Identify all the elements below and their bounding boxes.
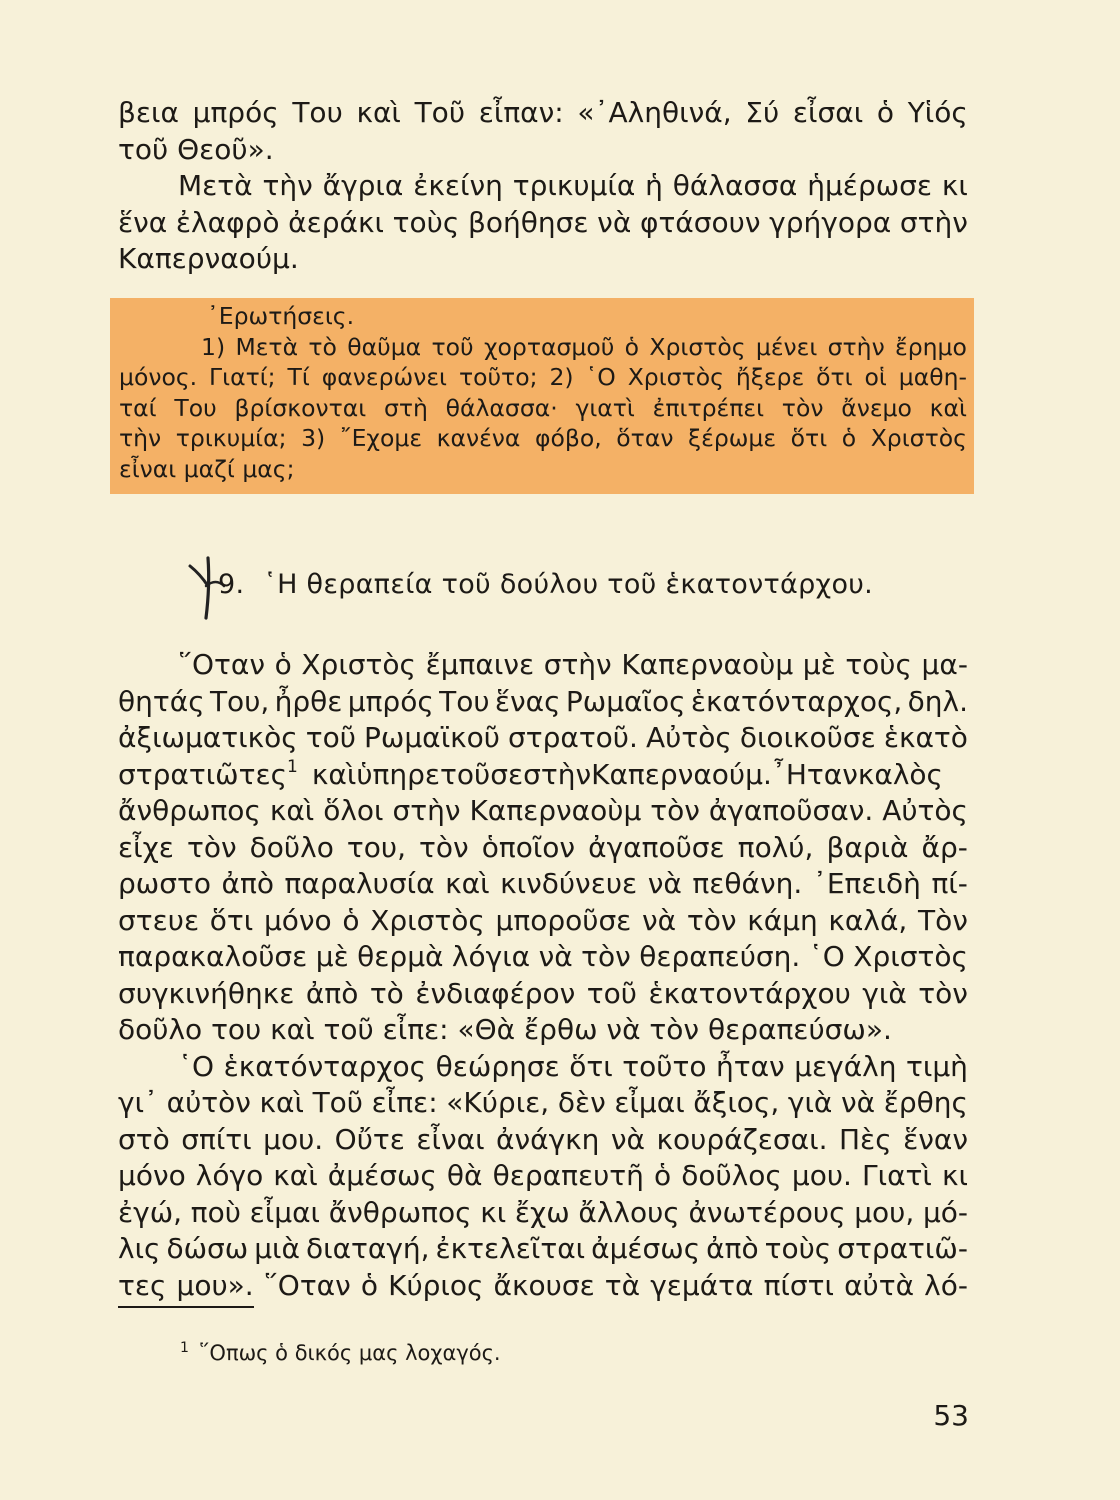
question-line [119, 332, 967, 363]
word: τὸν [186, 830, 237, 864]
word: Γιατί; [209, 363, 276, 392]
word: ποὺ [190, 1195, 241, 1229]
word: γρήγορα [769, 205, 892, 239]
word: κινδύνευε [500, 867, 638, 900]
text-line [118, 1049, 968, 1086]
text-line [118, 647, 968, 684]
word: Πὲς [839, 1122, 892, 1156]
word: Σύ [745, 96, 780, 129]
text-line [118, 205, 968, 242]
word: ἄνεμο [841, 393, 912, 422]
word: θεώρησε [435, 1049, 560, 1083]
page-number: 53 [933, 1399, 969, 1432]
word: θαῦμα [347, 332, 422, 361]
text-line: δοῦλο του καὶ τοῦ εἶπε: «Θὰ ἔρθω νὰ τὸν θεραπεύσω». [118, 1013, 892, 1046]
word: ἐκτελεῖται [435, 1232, 586, 1265]
word: καὶ [273, 1159, 318, 1192]
word: τὸ [308, 332, 337, 361]
word: γιατὶ [575, 393, 635, 422]
word: θεραπευτῆ [492, 1159, 644, 1192]
word: ἡ [645, 169, 663, 202]
word: νὰ [597, 205, 632, 239]
word: ἀπὸ [706, 1232, 759, 1265]
word: τὰ [604, 1268, 641, 1302]
word: ἀπὸ [221, 867, 274, 900]
word: πολύ, [737, 830, 814, 864]
word: κι [480, 1195, 507, 1229]
question-line: εἶναι μαζί μας; [119, 454, 295, 483]
word: δηλ. [907, 684, 968, 718]
word: τοῦτο [622, 1049, 707, 1083]
word: εἶχε [118, 830, 174, 864]
word: δοῦλος [681, 1159, 782, 1192]
word: ἀμέσως [591, 1232, 701, 1265]
text-line [118, 793, 968, 830]
word: δοῦλο [249, 830, 334, 864]
word: ξέρωμε [688, 424, 777, 453]
word: στὸ [118, 1122, 170, 1156]
word: λόγο [195, 1159, 264, 1192]
word: συγκινήθηκε [118, 976, 295, 1010]
text-line [118, 939, 968, 976]
word: ἐπιτρέπει [652, 393, 765, 422]
footnote-anchor-word: στρατιῶτες [118, 757, 288, 791]
word: κι [941, 169, 968, 202]
word: στρατοῦ. [507, 721, 638, 754]
word: ἔμπαινε [425, 648, 535, 681]
word: καὶ [929, 393, 967, 422]
word: τοὺς [392, 205, 460, 239]
word: λις [118, 1232, 161, 1265]
word: ῾Ο [808, 940, 845, 973]
word: σπίτι [181, 1122, 252, 1156]
word: φανερώνει [321, 363, 447, 392]
word: ῾Ο [585, 363, 616, 392]
word: πίστι [763, 1268, 834, 1302]
word: λό- [924, 1268, 968, 1302]
word: στὴν [543, 648, 612, 681]
word: Καπερναοὺμ [469, 794, 642, 827]
word: ἀγαποῦσαν. [708, 794, 874, 827]
word: ἑκατοντάρχου [648, 976, 851, 1010]
word: νὰ [840, 1086, 876, 1119]
word: ῾Ο [178, 1049, 215, 1083]
word: Καπερναοὺμ [621, 648, 794, 681]
word: θάλασσα [672, 169, 798, 202]
word: ἔχω [514, 1195, 570, 1229]
word: ἡμέρωσε [807, 169, 933, 202]
word: μιὰ [254, 1232, 300, 1265]
word: ἀνάγκη [496, 1122, 600, 1156]
word: θὰ [446, 1159, 483, 1192]
word: εἶπε: [371, 1086, 438, 1119]
word: μπρός [192, 96, 279, 129]
word: γιὰ [862, 976, 907, 1010]
word: Μετὰ [178, 169, 253, 202]
word: χορτασμοῦ [483, 332, 615, 361]
word: τὸν [419, 830, 469, 864]
word: Χριστὸς [301, 648, 416, 681]
text-line [118, 1268, 968, 1305]
word: ἄγρια [322, 169, 404, 202]
word: τρικυμία; [175, 424, 287, 453]
word: μόνος. [119, 363, 198, 392]
word: φόβο, [534, 424, 602, 453]
word: ὅταν [616, 424, 674, 453]
word: ὅτι [816, 363, 853, 392]
word: τὸν [650, 794, 700, 827]
word: τρικυμία [512, 169, 636, 202]
word: διοικοῦσε [739, 721, 876, 754]
word: κι [941, 1159, 968, 1192]
word: μόνο [263, 903, 332, 937]
word: παρακαλοῦσε [118, 940, 308, 973]
word: νὰ [538, 940, 573, 973]
word: τοῦ [431, 332, 474, 361]
word: μόνο [118, 1159, 186, 1192]
word: ἄξιος, [693, 1086, 780, 1119]
text-line: Καπερναούμ. [118, 242, 299, 275]
word: θεραπεύση. [639, 940, 801, 973]
word: Χριστὸς [853, 940, 968, 973]
word: ἀπὸ [305, 976, 359, 1010]
word: μό- [922, 1195, 968, 1229]
word: ἄλλους [578, 1195, 680, 1229]
word: μου. [791, 1159, 852, 1192]
word: πί- [931, 867, 968, 900]
section-heading [218, 565, 958, 605]
word: ὅτι [209, 903, 254, 937]
word: αὐτὰ [844, 1268, 915, 1302]
word: μὲ [315, 940, 349, 973]
word: Χριστὸς [627, 363, 724, 392]
word: τὴν [262, 169, 313, 202]
word: ῏Ηταν [771, 757, 858, 791]
word: κάμη [747, 903, 818, 937]
word: Του [292, 96, 343, 129]
word: Τοῦ [414, 96, 466, 129]
word: κουράζεσαι. [656, 1122, 828, 1156]
text-line [118, 830, 968, 867]
word: φτάσουν [639, 205, 761, 239]
word: ἄκουσε [493, 1268, 595, 1302]
word: Γιατὶ [862, 1159, 932, 1192]
word: καὶ [269, 794, 315, 827]
word: ἀεράκι [288, 205, 384, 239]
word: πεθάνη. [692, 867, 803, 900]
word: νὰ [642, 903, 677, 937]
footnote-text: ῞Οπως ὁ δικός μας λοχαγός. [198, 1341, 501, 1365]
footnote-marker[interactable]: 1 [287, 756, 298, 777]
word: στὴν [827, 332, 885, 361]
word: τὸν [918, 976, 968, 1010]
word: Μετὰ [235, 332, 299, 361]
text-line-rest [312, 757, 968, 794]
word: βεια [118, 96, 179, 129]
word: ὁ [653, 1159, 672, 1192]
word: μὲ [802, 648, 836, 681]
word: καὶ [311, 757, 357, 791]
word: μα- [921, 648, 968, 681]
word: ὁ [841, 424, 857, 453]
word: ἐκείνη [413, 169, 503, 202]
word: Καπερναούμ. [591, 757, 772, 791]
word: λόγια [451, 940, 531, 973]
word: βοήθησε [467, 205, 589, 239]
question-line [119, 362, 967, 393]
word: στὴ [383, 393, 428, 422]
questions-box [110, 298, 974, 494]
word: ῞Οταν [263, 1268, 351, 1302]
word: καλὸς [857, 757, 943, 791]
questions-title: ᾿Ερωτήσεις. [207, 302, 355, 330]
word: καλά, [828, 903, 908, 937]
word: τοὺς [764, 1232, 832, 1265]
word: ἕνας [494, 684, 561, 718]
word: τὸ [369, 976, 404, 1010]
word: εἶναι [416, 1122, 485, 1156]
text-line [118, 95, 968, 132]
word: ὁ [360, 1268, 378, 1302]
word: ἦταν [715, 1049, 785, 1083]
word: Του [174, 393, 217, 422]
word: διαταγή, [305, 1232, 430, 1265]
word: τὸν [781, 393, 824, 422]
word: κανένα [436, 424, 521, 453]
word: γιὰ [787, 1086, 833, 1119]
word: καὶ [259, 1086, 304, 1119]
word: ὁ [342, 903, 360, 937]
text-line [118, 903, 968, 940]
word: Χριστὸς [870, 424, 967, 453]
word: γι᾿ [118, 1086, 159, 1119]
word: στὴν [899, 205, 968, 239]
word: 2) [549, 363, 574, 392]
word: θερμὰ [357, 940, 444, 973]
word: καὶ [356, 96, 401, 129]
word: στρατιῶ- [837, 1232, 968, 1265]
text-line [118, 976, 968, 1013]
text-line [118, 1231, 968, 1268]
word: τοῦτο; [458, 363, 538, 392]
text-line [118, 1158, 968, 1195]
word: Κύριος [388, 1268, 484, 1302]
word: ἤξερε [735, 363, 805, 392]
word: νὰ [610, 1122, 646, 1156]
word: γεμάτα [650, 1268, 754, 1302]
word: μου, [854, 1195, 915, 1229]
text-line [118, 720, 968, 757]
word: βρίσκονται [234, 393, 367, 422]
word: νὰ [647, 867, 682, 900]
section-title: ῾Η θεραπεία τοῦ δούλου τοῦ ἑκατοντάρχου. [263, 569, 874, 600]
word: τὸν [581, 940, 631, 973]
word: Ρωμαῖος [565, 684, 686, 718]
top-paragraph [118, 95, 968, 278]
word: Τί [287, 363, 310, 392]
word: δώσω [166, 1232, 249, 1265]
text-line [118, 684, 968, 721]
word: Αὐτὸς [645, 721, 732, 754]
text-line [118, 168, 968, 205]
word: θάλασσα· [445, 393, 558, 422]
word: ῞Οταν [178, 648, 265, 681]
word: τὴν [119, 424, 162, 453]
word: ἔρθης [883, 1086, 968, 1119]
word: Χριστὸς [370, 903, 485, 937]
word: βαριὰ [826, 830, 909, 864]
word: ἀμέσως [327, 1159, 437, 1192]
word: ἑκατὸ [883, 721, 968, 754]
body-text [118, 647, 968, 1304]
word: μένει [755, 332, 818, 361]
word: ᾿Επειδὴ [812, 867, 921, 900]
word: του, [346, 830, 406, 864]
word: ὅτι [790, 424, 828, 453]
word: ἑκατόνταρχος, [690, 684, 903, 718]
word: ὅλοι [323, 794, 384, 827]
word: Τὸν [918, 903, 968, 937]
word: Του, [209, 684, 270, 718]
word: ὁ [876, 96, 895, 129]
word: Του [439, 684, 490, 718]
word: ἄνθρωπος [328, 1195, 472, 1229]
word: εἶμαι [614, 1086, 685, 1119]
word: μποροῦσε [495, 903, 632, 937]
word: ἐλαφρὸ [175, 205, 280, 239]
text-line [118, 1195, 968, 1232]
word: Υἱός [907, 96, 968, 129]
word: εἶπαν: [478, 96, 564, 129]
word: οἱ [864, 363, 887, 392]
word: ἕναν [903, 1122, 968, 1156]
word: μου». [176, 1268, 254, 1302]
word: ρωστο [118, 867, 211, 900]
question-line [119, 423, 967, 454]
word: ἀξιωματικὸς [118, 721, 298, 754]
word: στὴν [392, 794, 461, 827]
text-line: τοῦ Θεοῦ». [118, 132, 274, 166]
word: ὁποῖον [481, 830, 576, 864]
word: ὁ [624, 332, 640, 361]
word: ῎Εχομε [339, 424, 423, 453]
word: Αὐτὸς [882, 794, 968, 827]
word: στὴν [523, 757, 592, 791]
section-number: 9. [218, 569, 245, 600]
word: στευε [118, 903, 200, 937]
word: τὸν [686, 903, 737, 937]
word: ἐνδιαφέρον [415, 976, 576, 1010]
word: καὶ [445, 867, 490, 900]
text-line [118, 757, 968, 794]
word: ἑκατόνταρχος [223, 1049, 427, 1083]
word: 1) [201, 332, 226, 361]
word: 3) [301, 424, 326, 453]
word: ἕνα [118, 205, 168, 239]
word: τιμὴ [906, 1049, 968, 1083]
word: εἶσαι [792, 96, 864, 129]
word: Ρωμαϊκοῦ [364, 721, 500, 754]
word: ἀνωτέρους [688, 1195, 846, 1229]
word: ἄνθρωπος [118, 794, 261, 827]
word: παραλυσία [284, 867, 435, 900]
word: δὲν [557, 1086, 606, 1119]
word: «᾿Αληθινά, [577, 96, 732, 129]
word: Τοῦ [312, 1086, 363, 1119]
word: ταί [119, 393, 157, 422]
question-line [119, 393, 967, 424]
footnote-rule [118, 1306, 254, 1308]
word: μπρός [347, 684, 434, 718]
word: τοῦ [305, 721, 356, 754]
word: εἶμαι [249, 1195, 320, 1229]
word: τες [118, 1268, 167, 1302]
word: μου. [263, 1122, 324, 1156]
word: ἐγώ, [118, 1195, 183, 1229]
footnote [180, 1333, 501, 1368]
word: ἄρ- [921, 830, 968, 864]
word: θητάς [118, 684, 205, 718]
word: μαθη- [898, 363, 967, 392]
text-line [118, 1085, 968, 1122]
word: τοὺς [845, 648, 912, 681]
word: μεγάλη [794, 1049, 897, 1083]
word: «Κύριε, [446, 1086, 550, 1119]
word: ἦρθε [274, 684, 343, 718]
word: ἀγαποῦσε [588, 830, 725, 864]
word: ὑπηρετοῦσε [356, 757, 524, 791]
word: ἔρημο [895, 332, 967, 361]
footnote-number: 1 [180, 1340, 189, 1356]
word: τοῦ [586, 976, 637, 1010]
text-line [118, 866, 968, 903]
word: αὐτὸν [166, 1086, 251, 1119]
text-line [118, 1122, 968, 1159]
word: Οὔτε [334, 1122, 405, 1156]
word: Χριστὸς [649, 332, 746, 361]
word: ὅτι [569, 1049, 613, 1083]
word: ὁ [274, 648, 292, 681]
